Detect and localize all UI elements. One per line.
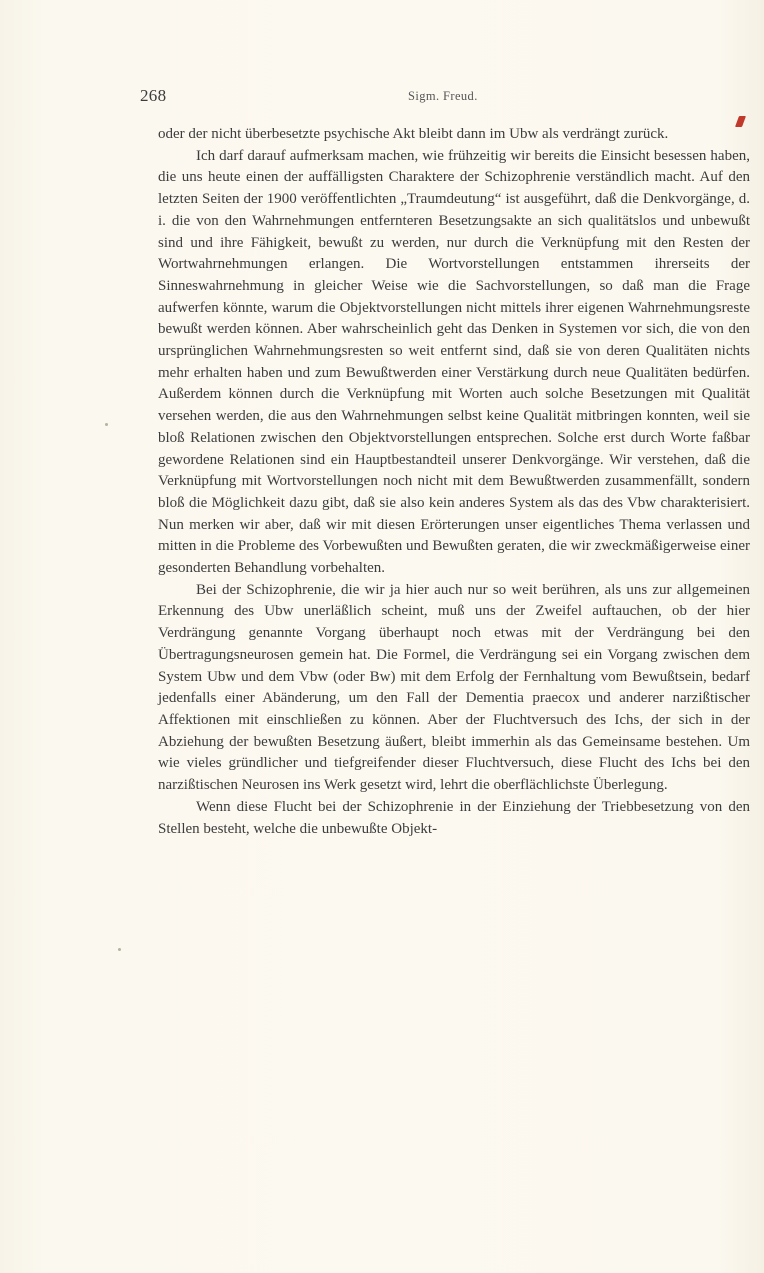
paper-speck xyxy=(118,948,121,951)
paragraph: Bei der Schizophrenie, die wir ja hier auch nur so weit berühren, als uns zur allgemeinen Erkennung des Ubw unerläßlich scheint, muß uns der Zweifel auftauchen, ob der hier Verdrängung genannte Vorgang überhaupt noch etwas mit der Verdrängung bei den Übertragungsneurosen gemein hat. Die Formel, die Verdrängung sei ein Vorgang zwischen dem System Ubw und dem Vbw (oder Bw) mit dem Erfolg der Fernhaltung vom Bewußtsein, bedarf jedenfalls einer Abänderung, um den Fall der Dementia praecox und anderer narzißtischer Affektionen mit einschließen zu können. Aber der Fluchtversuch des Ichs, der sich in der Abziehung der bewußten Besetzung äußert, bleibt immerhin als das Gemeinsame bestehen. Um wie vieles gründlicher und tiefgreifender dieser Fluchtversuch, diese Flucht des Ichs bei den narzißtischen Neurosen ins Werk gesetzt wird, lehrt die oberflächlichste Überlegung. xyxy=(158,581,750,794)
page-number: 268 xyxy=(140,86,167,105)
paper-speck xyxy=(105,423,108,426)
paragraph: Wenn diese Flucht bei der Schizophrenie in der Einziehung der Triebbesetzung von den Stellen besteht, welche die unbewußte Objekt- xyxy=(158,798,750,837)
running-head: Sigm. Freud. xyxy=(408,89,478,103)
paragraph: Ich darf darauf aufmerksam machen, wie frühzeitig wir bereits die Einsicht besessen haben, die uns heute einen der auffälligsten Charaktere der Schizophrenie verständlich macht. Auf den letzten Seiten der 1900 veröffentlichten „Traumdeutung“ ist ausgeführt, daß die Denkvorgänge, d. i. die von den Wahrnehmungen entfernteren Besetzungsakte an sich qualitätslos und unbewußt sind und ihre Fähigkeit, bewußt zu werden, nur durch die Verknüpfung mit den Resten der Wortwahrnehmungen erlangen. Die Wortvorstellungen entstammen ihrerseits der Sinneswahrnehmung in gleicher Weise wie die Sachvorstellungen, so daß man die Frage aufwerfen könnte, warum die Objektvorstellungen nicht mittels ihrer eigenen Wahrnehmungsreste bewußt werden können. Aber wahrscheinlich geht das Denken in Systemen vor sich, die von den ursprünglichen Wahrnehmungsresten so weit entfernt sind, daß sie von deren Qualitäten nichts mehr erhalten haben und zum Bewußtwerden einer Verstärkung durch neue Qualitäten bedürfen. Außerdem können durch die Verknüpfung mit Worten auch solche Besetzungen mit Qualität versehen werden, die aus den Wahrnehmungen selbst keine Qualität mitbringen konnten, weil sie bloß Relationen zwischen den Objektvorstellungen entsprechen. Solche erst durch Worte faßbar gewordene Relationen sind ein Hauptbestandteil unserer Denkvorgänge. Wir verstehen, daß die Verknüpfung mit Wortvorstellungen noch nicht mit dem Bewußtwerden zusammenfällt, sondern bloß die Möglichkeit dazu gibt, daß sie also kein anderes System als das des Vbw charakterisiert. Nun merken wir aber, daß wir mit diesen Erörterungen unser eigentliches Thema verlassen und mitten in die Probleme des Vorbewußten und Bewußten geraten, die wir zweckmäßigerweise einer gesonderten Behandlung vorbehalten. xyxy=(158,147,750,577)
paragraph: oder der nicht überbesetzte psychische Akt bleibt dann im Ubw als verdrängt zurück. xyxy=(158,126,669,142)
body-text xyxy=(158,124,750,840)
page-header xyxy=(140,86,750,108)
